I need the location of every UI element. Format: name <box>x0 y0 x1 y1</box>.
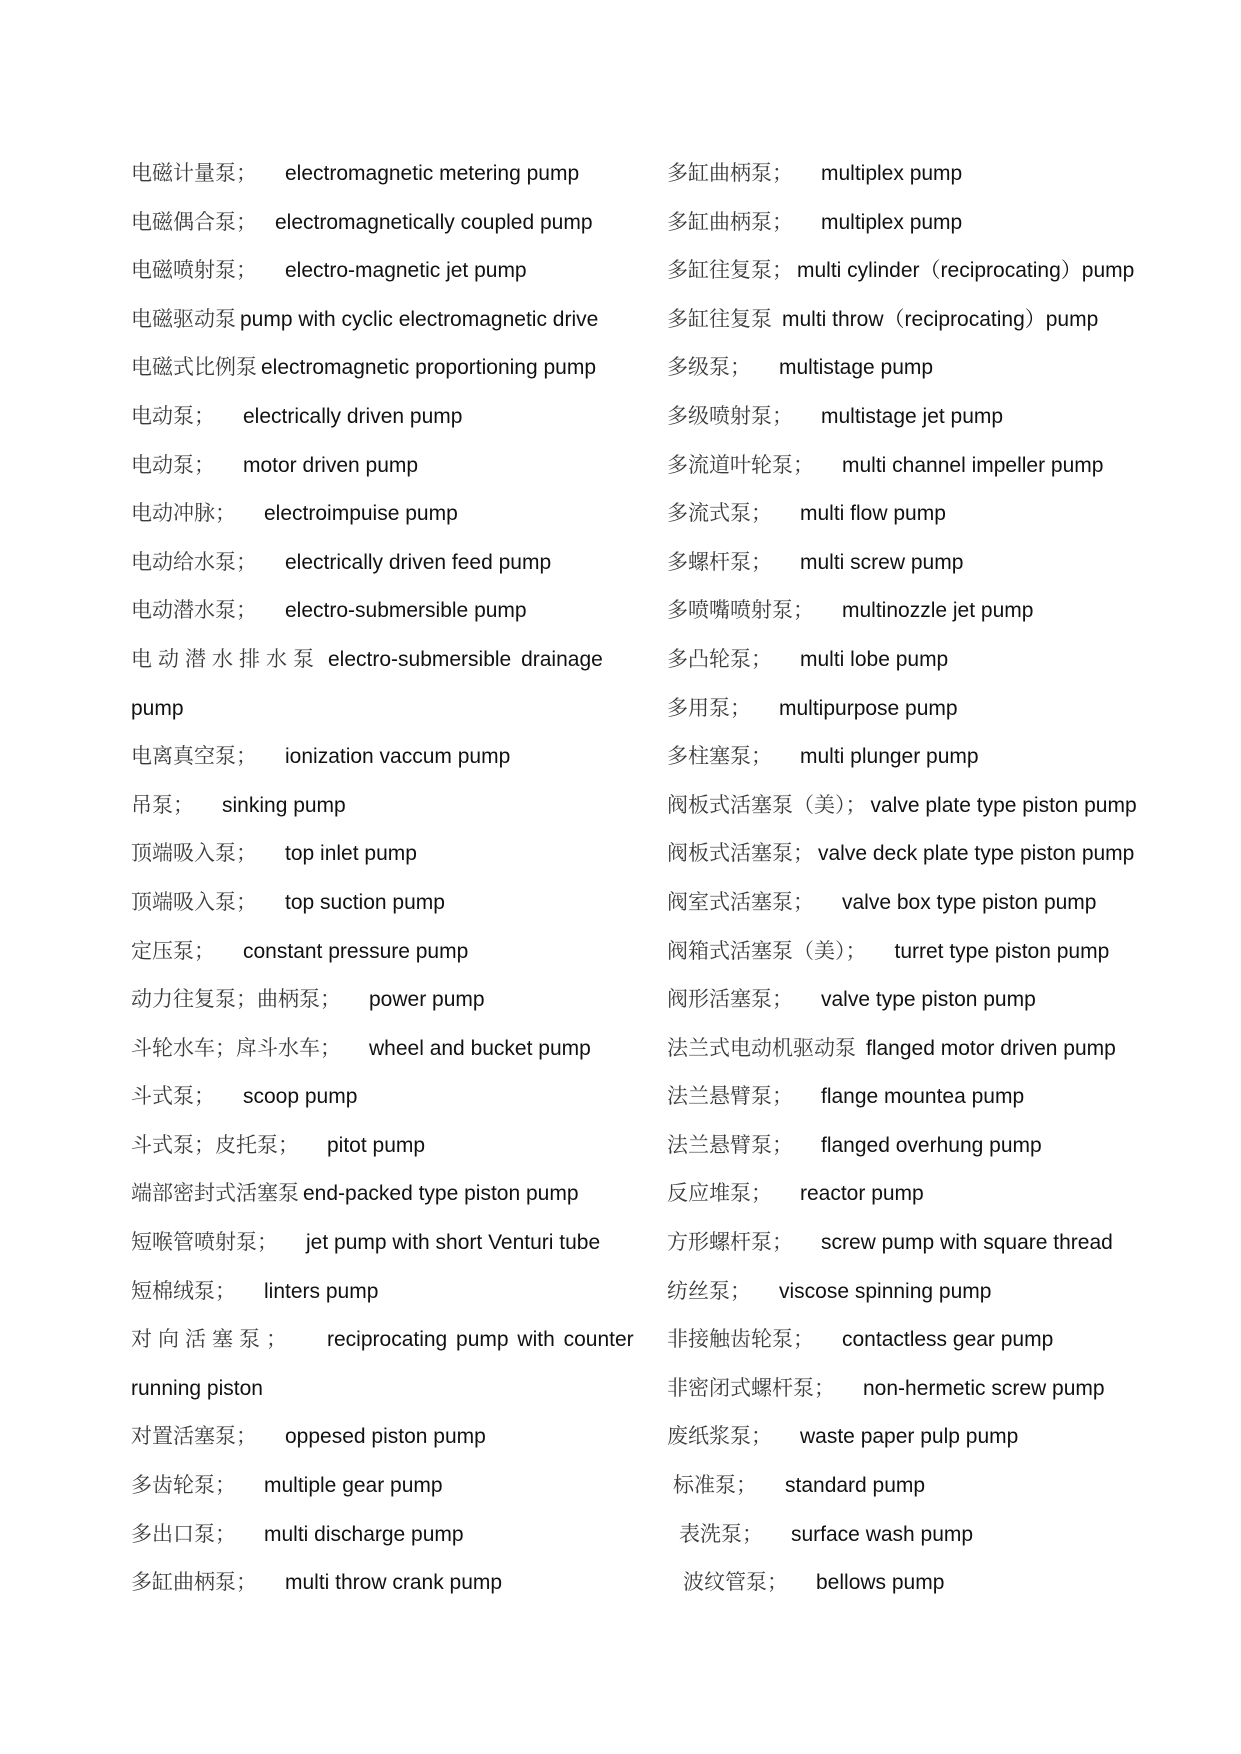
english-term: pump with cyclic electromagnetic drive <box>240 307 599 331</box>
chinese-term: 电磁驱动泵 <box>131 306 236 331</box>
glossary-entry <box>131 1267 631 1316</box>
glossary-entry <box>131 441 631 490</box>
chinese-term: 短棉绒泵； <box>131 1278 236 1303</box>
chinese-term: 阀箱式活塞泵（美）； <box>667 938 867 963</box>
glossary-entry <box>667 927 1167 976</box>
chinese-term: 对置活塞泵； <box>131 1424 257 1449</box>
english-term: flanged overhung pump <box>821 1133 1042 1157</box>
glossary-entry <box>667 1412 1167 1461</box>
glossary-entry <box>131 1218 631 1267</box>
chinese-term: 斗式泵； <box>131 1084 215 1109</box>
glossary-entry <box>667 1461 1167 1510</box>
english-term: reciprocating pump with counter <box>327 1328 634 1352</box>
english-term: screw pump with square thread <box>821 1231 1113 1255</box>
glossary-entry <box>131 1169 631 1218</box>
chinese-term: 多用泵； <box>667 695 751 720</box>
english-term: electro-submersible drainage <box>328 647 603 671</box>
chinese-term: 非密闭式螺杆泵； <box>667 1375 835 1400</box>
glossary-entry <box>131 732 631 781</box>
english-term-continuation: running piston <box>131 1376 263 1400</box>
english-term: valve deck plate type piston pump <box>818 842 1135 866</box>
glossary-entry-continuation <box>131 1364 631 1413</box>
english-term: multi cylinder（reciprocating）pump <box>797 259 1135 283</box>
glossary-entry <box>131 878 631 927</box>
chinese-term: 对向活塞泵； <box>131 1327 293 1352</box>
glossary-entry-continuation <box>131 684 631 733</box>
glossary-entry <box>131 1072 631 1121</box>
chinese-term: 多柱塞泵； <box>667 744 772 769</box>
english-term: multi screw pump <box>800 550 964 574</box>
glossary-entry <box>667 149 1167 198</box>
chinese-term: 非接触齿轮泵； <box>667 1327 814 1352</box>
left-column <box>131 149 634 1607</box>
english-term: electrically driven pump <box>243 404 463 428</box>
chinese-term: 斗式泵；皮托泵； <box>131 1132 299 1157</box>
chinese-term: 多齿轮泵； <box>131 1473 236 1498</box>
english-term: waste paper pulp pump <box>800 1425 1019 1449</box>
chinese-term: 法兰悬臂泵； <box>667 1132 793 1157</box>
chinese-term: 多缸往复泵 <box>667 306 772 331</box>
chinese-term: 电动冲脉； <box>131 501 236 526</box>
chinese-term: 吊泵； <box>131 792 194 817</box>
english-term-continuation: pump <box>131 696 184 720</box>
glossary-entry <box>667 343 1167 392</box>
english-term: multi throw（reciprocating）pump <box>782 307 1099 331</box>
chinese-term: 动力往复泵；曲柄泵； <box>131 987 341 1012</box>
glossary-entry <box>667 1072 1167 1121</box>
english-term: power pump <box>369 988 485 1012</box>
english-term: multi flow pump <box>800 502 946 526</box>
chinese-term: 多缸曲柄泵； <box>667 161 793 185</box>
glossary-entry <box>131 149 631 198</box>
glossary-entry <box>131 829 631 878</box>
chinese-term: 法兰式电动机驱动泵 <box>667 1035 856 1060</box>
right-column <box>667 149 1167 1607</box>
chinese-term: 纺丝泵； <box>667 1278 751 1303</box>
chinese-term: 电动泵； <box>131 403 215 428</box>
chinese-term: 斗轮水车；戽斗水车； <box>131 1035 341 1060</box>
chinese-term: 电磁偶合泵； <box>131 209 257 234</box>
english-term: multiple gear pump <box>264 1474 443 1498</box>
english-term: valve plate type piston pump <box>870 793 1137 817</box>
glossary-entry <box>131 1412 631 1461</box>
chinese-term: 电磁喷射泵； <box>131 258 257 283</box>
english-term: multistage pump <box>779 356 934 380</box>
glossary-entry <box>667 781 1167 830</box>
chinese-term: 多级泵； <box>667 355 751 380</box>
chinese-term: 多螺杆泵； <box>667 549 772 574</box>
english-term: valve box type piston pump <box>842 890 1097 914</box>
chinese-term: 阀板式活塞泵； <box>667 841 814 866</box>
chinese-term: 端部密封式活塞泵 <box>131 1181 299 1206</box>
english-term: multipurpose pump <box>779 696 958 720</box>
glossary-entry <box>131 1024 631 1073</box>
english-term: top suction pump <box>285 890 445 914</box>
chinese-term: 电动潜水泵； <box>131 598 257 623</box>
english-term: electroimpuise pump <box>264 502 458 526</box>
glossary-entry <box>131 246 631 295</box>
english-term: jet pump with short Venturi tube <box>306 1231 601 1255</box>
chinese-term: 方形螺杆泵； <box>667 1230 793 1255</box>
chinese-term: 电动给水泵； <box>131 549 257 574</box>
english-term: top inlet pump <box>285 842 417 866</box>
chinese-term: 标准泵； <box>673 1473 757 1498</box>
glossary-entry <box>667 732 1167 781</box>
english-term: constant pressure pump <box>243 939 469 963</box>
chinese-term: 短喉管喷射泵； <box>131 1230 278 1255</box>
glossary-entry <box>667 538 1167 587</box>
glossary-entry <box>667 1364 1167 1413</box>
glossary-entry <box>131 1461 631 1510</box>
english-term: electromagnetically coupled pump <box>275 210 593 234</box>
glossary-entry <box>131 586 631 635</box>
glossary-entry <box>667 441 1167 490</box>
glossary-entry <box>667 295 1167 344</box>
english-term: multi discharge pump <box>264 1522 464 1546</box>
glossary-entry <box>667 975 1167 1024</box>
glossary-entry <box>131 489 631 538</box>
english-term: pitot pump <box>327 1133 426 1157</box>
english-term: bellows pump <box>816 1571 945 1595</box>
english-term: flange mountea pump <box>821 1085 1025 1109</box>
glossary-entry <box>667 635 1167 684</box>
glossary-entry <box>131 198 631 247</box>
chinese-term: 顶端吸入泵； <box>131 889 257 914</box>
english-term: multi throw crank pump <box>285 1571 503 1595</box>
chinese-term: 法兰悬臂泵； <box>667 1084 793 1109</box>
glossary-entry <box>131 1510 631 1559</box>
english-term: multinozzle jet pump <box>842 599 1034 623</box>
english-term: wheel and bucket pump <box>369 1036 591 1060</box>
english-term: viscose spinning pump <box>779 1279 992 1303</box>
glossary-entry <box>667 1024 1167 1073</box>
chinese-term: 定压泵； <box>131 938 215 963</box>
glossary-entry <box>667 1510 1167 1559</box>
glossary-entry <box>131 295 631 344</box>
chinese-term: 电磁计量泵； <box>131 161 257 185</box>
english-term: multi lobe pump <box>800 647 949 671</box>
glossary-entry <box>131 635 631 684</box>
chinese-term: 多缸曲柄泵； <box>667 209 793 234</box>
chinese-term: 电离真空泵； <box>131 744 257 769</box>
english-term: electro-submersible pump <box>285 599 527 623</box>
glossary-entry <box>667 829 1167 878</box>
chinese-term: 多缸曲柄泵； <box>131 1570 257 1595</box>
english-term: multi channel impeller pump <box>842 453 1104 477</box>
english-term: reactor pump <box>800 1182 924 1206</box>
glossary-entry <box>131 392 631 441</box>
glossary-entry <box>667 246 1167 295</box>
chinese-term: 阀室式活塞泵； <box>667 889 814 914</box>
english-term: flanged motor driven pump <box>866 1036 1116 1060</box>
chinese-term: 阀板式活塞泵（美）； <box>667 792 867 817</box>
english-term: electromagnetic proportioning pump <box>261 356 597 380</box>
chinese-term: 多级喷射泵； <box>667 403 793 428</box>
glossary-entry <box>667 586 1167 635</box>
glossary-entry <box>667 1121 1167 1170</box>
english-term: scoop pump <box>243 1085 358 1109</box>
glossary-entry <box>131 538 631 587</box>
chinese-term: 表洗泵； <box>679 1521 763 1546</box>
english-term: linters pump <box>264 1279 379 1303</box>
chinese-term: 波纹管泵； <box>683 1570 788 1595</box>
glossary-entry <box>131 1121 631 1170</box>
glossary-entry <box>667 1169 1167 1218</box>
glossary-entry <box>667 392 1167 441</box>
glossary-entry <box>667 878 1167 927</box>
glossary-entry <box>131 1558 631 1607</box>
glossary-entry <box>667 1267 1167 1316</box>
chinese-term: 废纸浆泵； <box>667 1424 772 1449</box>
glossary-entry <box>131 927 631 976</box>
english-term: electrically driven feed pump <box>285 550 552 574</box>
chinese-term: 反应堆泵； <box>667 1181 772 1206</box>
glossary-entry <box>131 343 631 392</box>
glossary-entry <box>667 198 1167 247</box>
glossary-entry <box>667 489 1167 538</box>
chinese-term: 多喷嘴喷射泵； <box>667 598 814 623</box>
glossary-entry <box>667 1218 1167 1267</box>
english-term: electro-magnetic jet pump <box>285 259 527 283</box>
chinese-term: 多缸往复泵； <box>667 258 793 283</box>
english-term: multiplex pump <box>821 210 963 234</box>
english-term: turret type piston pump <box>894 939 1110 963</box>
english-term: oppesed piston pump <box>285 1425 486 1449</box>
chinese-term: 电动泵； <box>131 452 215 477</box>
chinese-term: 多流式泵； <box>667 501 772 526</box>
chinese-term: 顶端吸入泵； <box>131 841 257 866</box>
english-term: multi plunger pump <box>800 745 979 769</box>
english-term: multistage jet pump <box>821 404 1004 428</box>
chinese-term: 多凸轮泵； <box>667 646 772 671</box>
glossary-entry <box>131 975 631 1024</box>
glossary-entry <box>667 684 1167 733</box>
english-term: valve type piston pump <box>821 988 1036 1012</box>
english-term: electromagnetic metering pump <box>285 162 580 185</box>
english-term: surface wash pump <box>791 1522 974 1546</box>
english-term: ionization vaccum pump <box>285 745 511 769</box>
english-term: standard pump <box>785 1474 926 1498</box>
chinese-term: 电磁式比例泵 <box>131 355 257 380</box>
glossary-entry <box>131 781 631 830</box>
english-term: motor driven pump <box>243 453 419 477</box>
glossary-entry <box>131 1315 634 1364</box>
english-term: end-packed type piston pump <box>303 1182 579 1206</box>
english-term: contactless gear pump <box>842 1328 1054 1352</box>
glossary-entry <box>667 1315 1167 1364</box>
english-term: multiplex pump <box>821 162 963 185</box>
english-term: non-hermetic screw pump <box>863 1376 1105 1400</box>
chinese-term: 电动潜水排水泵 <box>131 646 320 671</box>
english-term: sinking pump <box>222 793 346 817</box>
chinese-term: 多出口泵； <box>131 1521 236 1546</box>
glossary-entry <box>667 1558 1167 1607</box>
chinese-term: 阀形活塞泵； <box>667 987 793 1012</box>
chinese-term: 多流道叶轮泵； <box>667 452 814 477</box>
